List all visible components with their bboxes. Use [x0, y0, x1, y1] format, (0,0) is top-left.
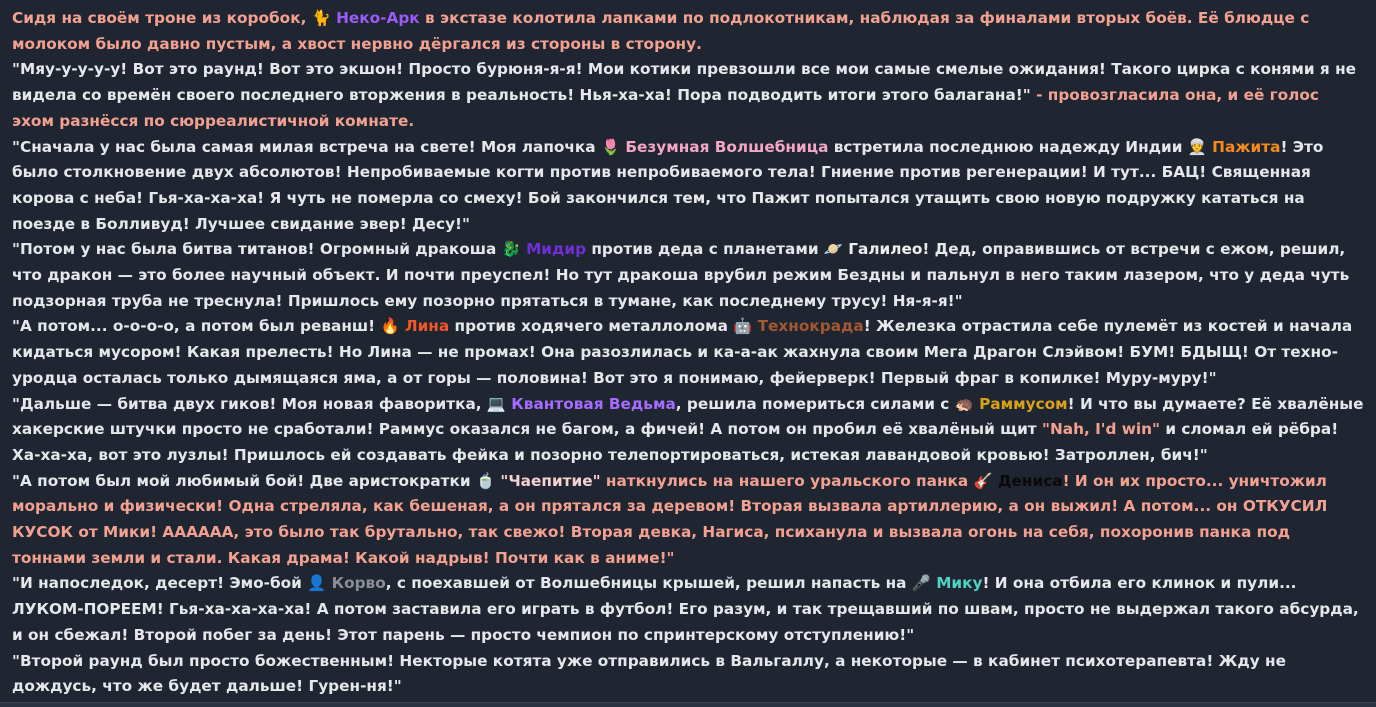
text: , решила помериться силами с — [675, 394, 955, 413]
character-name-pajit: Пажита — [1212, 137, 1281, 156]
text: "А потом был мой любимый бой! Две аристократки — [12, 471, 476, 490]
speech-paragraph-8 — [12, 571, 1364, 648]
fire-emoji-icon: 🔥 — [380, 317, 400, 336]
speech-paragraph-6 — [12, 392, 1364, 469]
narration-paragraph-1 — [12, 6, 1364, 57]
turban-emoji-icon: 👳 — [1187, 137, 1207, 156]
tulip-emoji-icon: 🌷 — [600, 137, 620, 156]
speech-paragraph-3 — [12, 135, 1364, 238]
character-name-tea-party: "Чаепитие" — [500, 471, 601, 490]
speech-paragraph-2 — [12, 57, 1364, 134]
text: и сломал ей рёбра! Ха-ха-ха, вот это лузлы! Пришлось ей создавать фейка и позорно телепортироваться, истекая лавандовой кровью! Затроллен, бич!" — [12, 420, 1339, 464]
character-name-rammus: Раммусом — [979, 394, 1068, 413]
character-name-technocrad: Технокрада — [757, 317, 864, 336]
speech-paragraph-5 — [12, 314, 1364, 391]
speech-paragraph-7 — [12, 469, 1364, 572]
tea-emoji-icon: 🍵 — [475, 471, 496, 490]
text: ! Железка отрастила себе пулемёт из костей и начала кидаться мусором! Какая прелесть! Но Лина — не промах! Она разозлилась и ка-а-ак жахнула своим Мега Драгон Слэйвом! БУМ! БДЫЩ! От техно-уродца осталась только дымящаяся яма, а от горы — половина! Вот это я понимаю, фейерверк! Первый фраг в копилке! Муру-муру!" — [12, 317, 1353, 387]
text: ! И она отбила его клинок и пули... ЛУКОМ-ПОРЕЕМ! Гья-ха-ха-ха-ха! А потом заставила его играть в футбол! Его разум, и так трещавший по швам, просто не выдержал такого абсурда, и он сбежал! Второй побег за день! Этот парень — просто чемпион по спринтерскому отступлению!" — [12, 574, 1359, 644]
character-name-miku: Мику — [936, 574, 983, 593]
text: встретила последнюю надежду Индии — [828, 137, 1188, 156]
text: , с поехавшей от Волшебницы крышей, решил напасть на — [385, 574, 912, 593]
text: ! Дед, оправившись от встречи с ежом, решил, что дракон — это более научный объект. И почти преуспел! Но тут дракоша врубил режим Бездны и пальнул в него таким лазером, что у деда чуть подзорная труба не треснула! Пришлось ему позорно прятаться в тумане, как последнему трусу! Ня-я-я!" — [12, 240, 1350, 310]
text: в экстазе колотила лапками по подлокотникам, наблюдая за финалами вторых боёв. Её блюдце с молоком было давно пустым, а хвост нервно дёргался из стороны в сторону. — [12, 9, 1310, 53]
character-name-galileo: Галилео — [848, 240, 923, 259]
text: против деда с планетами — [586, 240, 824, 259]
laptop-emoji-icon: 💻 — [486, 394, 506, 413]
text: "А потом... о-о-о-о, а потом был реванш! — [12, 317, 381, 336]
character-name-denis: Дениса — [997, 471, 1063, 490]
character-name-quantum-witch: Квантовая Ведьма — [511, 394, 676, 413]
text: ! Это было столкновение двух абсолютов! Непробиваемые когти против непробиваемого тела! Гниение против регенерации! И тут... БАЦ! Священная корова с неба! Гья-ха-ха-ха! Я чуть не померла со смеху! Бой закончился тем, что Пажит попытался утащить свою новую подружку кататься на поезде в Болливуд! Лучшее свидание эвер! Десу!" — [12, 137, 1324, 233]
text: "Дальше — битва двух гиков! Моя новая фаворитка, — [12, 394, 487, 413]
character-name-neko-ark: Неко-Арк — [336, 9, 420, 27]
text: наткнулись на нашего уральского панка — [600, 471, 974, 490]
speech-paragraph-4 — [12, 237, 1364, 314]
dragon-emoji-icon: 🐉 — [501, 240, 521, 259]
character-name-corvo: Корво — [331, 574, 386, 593]
planet-emoji-icon: 🪐 — [823, 240, 843, 259]
speech-paragraph-9 — [12, 649, 1364, 700]
character-name-lina: Лина — [404, 317, 450, 336]
text: "Потом у нас была битва титанов! Огромный дракоша — [12, 240, 502, 259]
narration-text: - провозгласила она, и её голос эхом разнёсся по сюрреалистичной комнате. — [12, 86, 1319, 130]
text: "Мяу-у-у-у-у! Вот это раунд! Вот это экшон! Просто бурюня-я-я! Мои котики превзошли все мои самые смелые ожидания! Такого цирка с конями я не видела со времён своего последнего вторжения в реальность! Нья-ха-ха! Пора подводить итоги этого балагана!" — [12, 60, 1357, 105]
robot-emoji-icon: 🤖 — [733, 317, 753, 336]
message-divider — [0, 702, 1376, 707]
guitar-emoji-icon: 🎸 — [973, 471, 993, 490]
text: ! И он их просто... уничтожил морально и физически! Одна стреляла, как бешеная, а он прятался за деревом! Вторая вызвала артиллерию, а он выжил! А потом... он ОТКУСИЛ КУСОК от Мики! АААААА, это было так брутально, так свежо! Вторая девка, Нагиса, психанула и вызвала огонь на себя, похоронив панка под тоннами земли и стали. Какая драма! Какой надрыв! Почти как в аниме!" — [12, 471, 1328, 567]
text: "Сначала у нас была самая милая встреча на свете! Моя лапочка — [12, 137, 601, 156]
text: "Второй раунд был просто божественным! Некторые котята уже отправились в Вальгаллу, а некоторые — в кабинет психотерапевта! Жду не дождусь, что же будет дальше! Гурен-ня!" — [12, 651, 1286, 696]
microphone-emoji-icon: 🎤 — [911, 574, 931, 593]
text: Сидя на своём троне из коробок, — [12, 9, 312, 27]
text: "И напоследок, десерт! Эмо-бой — [12, 574, 308, 593]
character-name-mad-sorceress: Безумная Волшебница — [625, 137, 829, 156]
quote-text: "Nah, I'd win" — [1041, 420, 1160, 439]
hedgehog-emoji-icon: 🦔 — [954, 394, 974, 413]
cat-emoji-icon: 🐈 — [311, 9, 331, 27]
text: против ходячего металлолома — [449, 317, 734, 336]
character-name-midir: Мидир — [526, 240, 587, 259]
text: ! И что вы думаете? Её хвалёные хакерские штучки просто не сработали! Раммус оказался не багом, а фичей! А потом он пробил её хвалёный щит — [12, 394, 1364, 439]
silhouette-emoji-icon: 👤 — [307, 574, 327, 593]
